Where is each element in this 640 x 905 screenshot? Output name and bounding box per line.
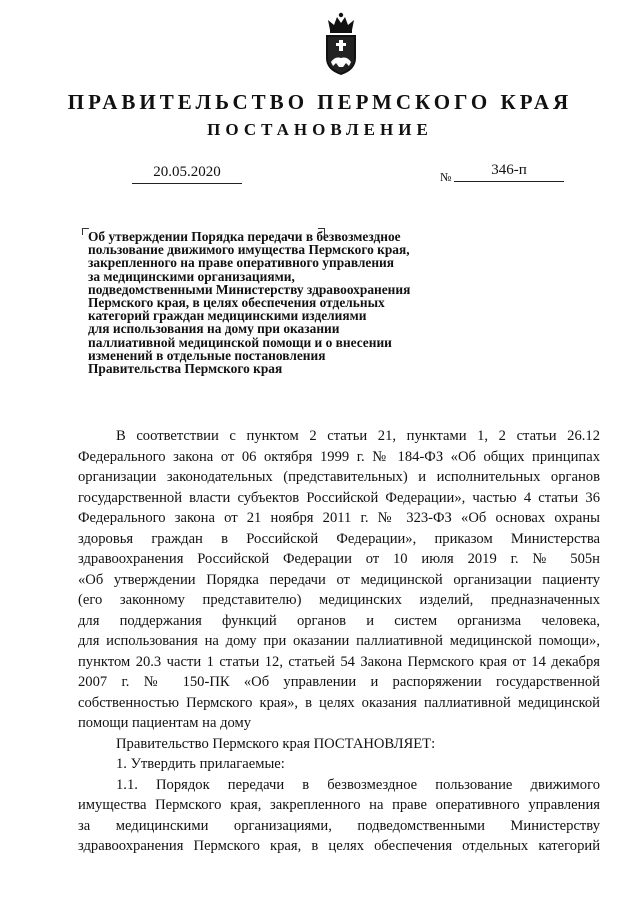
title-line: Пермского края, в целях обеспечения отдельных [88,295,385,311]
body-line: здравоохранения Пермского края, в целях обеспечения отдельных категорий [78,838,600,854]
organization-name: ПРАВИТЕЛЬСТВО ПЕРМСКОГО КРАЯ [67,90,573,114]
title-line: подведомственными Министерству здравоохранения [88,281,411,297]
body-line: В соответствии с пунктом 2 статьи 21, пунктами 1, 2 статьи 26.12 [116,428,600,444]
number-sign: № [440,170,452,184]
title-line: Правительства Пермского края [88,361,283,377]
body-line: здоровья граждан в Российской Федерации», приказом Министерства [78,530,600,547]
body-line: Федерального закона от 21 ноября 2011 г. № 323-ФЗ «Об основах охраны [78,510,600,526]
body-line: за медицинскими организациями, подведомственными Министерству [78,817,600,834]
body-line: государственной власти субъектов Российской Федерации», частью 4 статьи 36 [78,489,600,506]
resolution-line: Правительство Пермского края ПОСТАНОВЛЯЕТ: [116,735,436,752]
body-line: здравоохранения Российской Федерации от 10 июля 2019 г. № 505н [78,551,600,567]
document-type: ПОСТАНОВЛЕНИЕ [207,120,433,139]
body-line: имущества Пермского края, закрепленного на праве оперативного управления [78,797,600,813]
title-line: изменений в отдельные постановления [88,347,326,363]
approve-line: 1. Утвердить прилагаемые: [116,756,285,772]
body-line: для использования на дому при оказании паллиативной медицинской помощи», [78,633,600,649]
title-line: Об утверждении Порядка передачи в безвозмездное [88,229,401,244]
document-date: 20.05.2020 [132,164,242,184]
title-line: паллиативной медицинской помощи и о внесении [88,334,392,350]
body-line: пунктом 20.3 части 1 статьи 12, статьей 54 Закона Пермского края от 14 декабря [78,653,600,670]
document-title [88,230,488,375]
body-line: Федерального закона от 06 октября 1999 г. № 184-ФЗ «Об общих принципах [78,448,600,465]
body-line: 2007 г. № 150-ПК «Об управлении и распоряжении государственной [78,674,600,690]
body-line: «Об утверждении Порядка передачи от медицинской организации пациенту [78,571,600,588]
title-line: закрепленного на праве оперативного управления [88,255,395,271]
body-line: (его законному представителю) медицинских изделий, предназначенных [78,592,600,608]
title-line: для использования на дому при оказании [88,321,340,337]
body-line: собственностью Пермского края», в целях оказания паллиативной медицинской [78,694,600,711]
title-line: пользование движимого имущества Пермского края, [88,242,410,258]
body-line: для поддержания функций органов и систем организма человека, [78,612,600,629]
document-body [78,426,600,857]
title-line: категорий граждан медицинскими изделиями [88,308,367,324]
title-line: за медицинскими организациями, [88,268,295,284]
perm-krai-coat-of-arms-icon [322,12,360,76]
body-line: 1.1. Порядок передачи в безвозмездное пользование движимого [116,776,600,793]
body-line: организации законодательных (представительных) и исполнительных органов [78,469,600,485]
document-number: 346-п [454,162,564,182]
body-line: помощи пациентам на дому [78,715,252,731]
